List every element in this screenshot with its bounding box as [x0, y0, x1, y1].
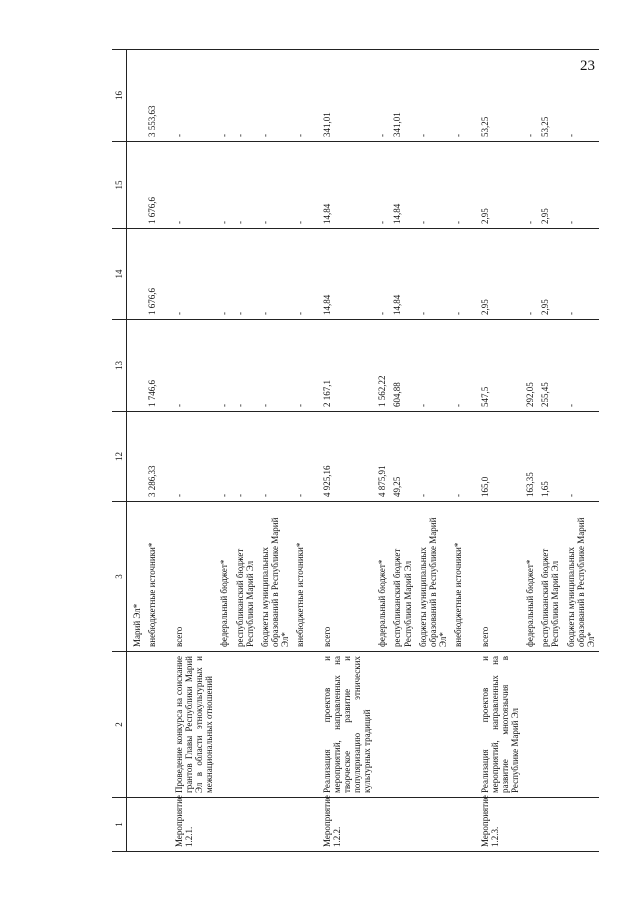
table-body [127, 50, 599, 852]
cell-item-name: Реализация проектов и мероприятий, направленных на творческое развитие и популяризацию этнических культурных традиций [308, 652, 375, 798]
cell-item-code [293, 798, 308, 852]
header-row [112, 50, 127, 852]
cell-col-14: - [217, 229, 232, 320]
table-row [127, 50, 146, 852]
header-col-2: 2 [112, 652, 127, 798]
cell-col-14 [127, 229, 146, 320]
cell-item-code [217, 798, 232, 852]
cell-col-12: - [233, 412, 258, 502]
cell-item-code [538, 798, 563, 852]
cell-col-16: - [564, 50, 599, 142]
cell-col-15: 14,84 [308, 142, 375, 229]
cell-col-16: - [233, 50, 258, 142]
cell-col-15: 2,95 [466, 142, 523, 229]
cell-item-code [564, 798, 599, 852]
cell-col-16: - [293, 50, 308, 142]
cell-funding-source: федеральный бюджет* [217, 502, 232, 652]
cell-item-name [451, 652, 466, 798]
cell-funding-source: всего [308, 502, 375, 652]
table-row [416, 50, 451, 852]
cell-col-14: - [564, 229, 599, 320]
cell-col-12: - [160, 412, 217, 502]
cell-funding-source: Марий Эл* [127, 502, 146, 652]
cell-col-15: - [217, 142, 232, 229]
table-row [217, 50, 232, 852]
cell-col-13: - [451, 320, 466, 412]
cell-col-16 [127, 50, 146, 142]
cell-item-code [375, 798, 390, 852]
cell-col-15: 1 676,6 [145, 142, 160, 229]
cell-col-12: - [258, 412, 293, 502]
cell-item-name [127, 652, 146, 798]
cell-funding-source: внебюджетные источники* [145, 502, 160, 652]
cell-col-13: - [258, 320, 293, 412]
cell-item-code [416, 798, 451, 852]
cell-col-12: 49,25 [390, 412, 415, 502]
cell-col-12: - [217, 412, 232, 502]
cell-item-name: Проведение конкурса на соискание грантов Главы Республики Марий Эл в области этнокультурных и межнациональных отношений [160, 652, 217, 798]
cell-col-12: - [451, 412, 466, 502]
cell-col-12: - [293, 412, 308, 502]
table-row [233, 50, 258, 852]
cell-item-name [233, 652, 258, 798]
cell-item-name [293, 652, 308, 798]
cell-item-name [564, 652, 599, 798]
cell-item-name [416, 652, 451, 798]
table-row [145, 50, 160, 852]
cell-funding-source: республиканский бюджет Республики Марий Эл [233, 502, 258, 652]
cell-col-13: - [416, 320, 451, 412]
cell-funding-source: республиканский бюджет Республики Марий Эл [538, 502, 563, 652]
table-row [451, 50, 466, 852]
cell-funding-source: республиканский бюджет Республики Марий Эл [390, 502, 415, 652]
header-col-1: 1 [112, 798, 127, 852]
cell-col-16: - [160, 50, 217, 142]
cell-col-16: - [217, 50, 232, 142]
cell-col-12: 1,65 [538, 412, 563, 502]
cell-item-name [145, 652, 160, 798]
cell-item-name [258, 652, 293, 798]
rotated-table-wrapper [112, 50, 596, 852]
cell-col-13: 547,5 [466, 320, 523, 412]
table-row [160, 50, 217, 852]
cell-col-15 [127, 142, 146, 229]
cell-col-15: - [451, 142, 466, 229]
cell-col-15: - [564, 142, 599, 229]
cell-funding-source: внебюджетные источники* [451, 502, 466, 652]
cell-col-13 [127, 320, 146, 412]
cell-item-name [390, 652, 415, 798]
cell-col-13: 255,45 [538, 320, 563, 412]
cell-funding-source: бюджеты муниципальных образований в Республике Марий Эл* [564, 502, 599, 652]
cell-col-16: - [375, 50, 390, 142]
cell-item-code [390, 798, 415, 852]
cell-col-16: - [451, 50, 466, 142]
cell-col-13: - [160, 320, 217, 412]
cell-funding-source: федеральный бюджет* [375, 502, 390, 652]
cell-item-code [233, 798, 258, 852]
header-col-15: 15 [112, 142, 127, 229]
table-row [523, 50, 538, 852]
budget-table [112, 49, 599, 852]
cell-item-name [217, 652, 232, 798]
cell-col-16: 53,25 [466, 50, 523, 142]
cell-col-12: 165,0 [466, 412, 523, 502]
cell-col-15: - [160, 142, 217, 229]
cell-col-15: - [258, 142, 293, 229]
cell-col-12: - [564, 412, 599, 502]
cell-funding-source: бюджеты муниципальных образований в Республике Марий Эл* [416, 502, 451, 652]
cell-col-16: - [258, 50, 293, 142]
cell-item-code: Мероприятие 1.2.2. [308, 798, 375, 852]
cell-col-12: 3 286,33 [145, 412, 160, 502]
table-row [293, 50, 308, 852]
cell-funding-source: всего [160, 502, 217, 652]
page-number: 23 [580, 58, 595, 74]
cell-col-14: - [375, 229, 390, 320]
cell-col-14: 14,84 [390, 229, 415, 320]
cell-col-15: 14,84 [390, 142, 415, 229]
cell-col-15: - [233, 142, 258, 229]
cell-col-16: - [416, 50, 451, 142]
cell-col-13: - [233, 320, 258, 412]
cell-col-14: 2,95 [538, 229, 563, 320]
cell-col-13: 292,05 [523, 320, 538, 412]
header-col-16: 16 [112, 50, 127, 142]
header-col-3: 3 [112, 502, 127, 652]
table-row [390, 50, 415, 852]
cell-funding-source: бюджеты муниципальных образований в Республике Марий Эл* [258, 502, 293, 652]
cell-col-13: 2 167,1 [308, 320, 375, 412]
table-row [308, 50, 375, 852]
cell-item-code: Мероприятие 1.2.3. [466, 798, 523, 852]
cell-col-15: 2,95 [538, 142, 563, 229]
cell-item-name [375, 652, 390, 798]
cell-item-name [523, 652, 538, 798]
cell-col-12 [127, 412, 146, 502]
table-row [466, 50, 523, 852]
cell-item-code: Мероприятие 1.2.1. [160, 798, 217, 852]
cell-col-13: 1 746,6 [145, 320, 160, 412]
table-row [538, 50, 563, 852]
cell-item-code [523, 798, 538, 852]
cell-col-13: - [564, 320, 599, 412]
cell-col-16: 3 553,63 [145, 50, 160, 142]
cell-col-14: - [293, 229, 308, 320]
cell-item-code [258, 798, 293, 852]
cell-item-code [451, 798, 466, 852]
table-row [375, 50, 390, 852]
cell-col-14: 1 676,6 [145, 229, 160, 320]
cell-col-14: 2,95 [466, 229, 523, 320]
cell-col-15: - [416, 142, 451, 229]
cell-col-13: - [217, 320, 232, 412]
cell-col-12: 4 925,16 [308, 412, 375, 502]
cell-col-14: - [233, 229, 258, 320]
cell-col-15: - [523, 142, 538, 229]
cell-item-code [127, 798, 146, 852]
cell-item-name: Реализация проектов и мероприятий, направленных на развитие многоязычия в Республике Марий Эл [466, 652, 523, 798]
cell-col-14: 14,84 [308, 229, 375, 320]
header-col-13: 13 [112, 320, 127, 412]
cell-col-16: 53,25 [538, 50, 563, 142]
cell-col-16: 341,01 [390, 50, 415, 142]
header-col-12: 12 [112, 412, 127, 502]
cell-item-code [145, 798, 160, 852]
header-col-14: 14 [112, 229, 127, 320]
cell-col-13: 604,88 [390, 320, 415, 412]
cell-col-14: - [258, 229, 293, 320]
cell-funding-source: внебюджетные источники* [293, 502, 308, 652]
cell-funding-source: федеральный бюджет* [523, 502, 538, 652]
cell-col-12: - [416, 412, 451, 502]
cell-col-14: - [416, 229, 451, 320]
cell-col-16: 341,01 [308, 50, 375, 142]
cell-col-15: - [375, 142, 390, 229]
table-row [258, 50, 293, 852]
cell-col-14: - [451, 229, 466, 320]
table-row [564, 50, 599, 852]
cell-col-14: - [523, 229, 538, 320]
cell-col-13: 1 562,22 [375, 320, 390, 412]
cell-col-12: 4 875,91 [375, 412, 390, 502]
cell-col-14: - [160, 229, 217, 320]
cell-col-16: - [523, 50, 538, 142]
cell-col-15: - [293, 142, 308, 229]
cell-col-12: 163,35 [523, 412, 538, 502]
cell-funding-source: всего [466, 502, 523, 652]
cell-col-13: - [293, 320, 308, 412]
cell-item-name [538, 652, 563, 798]
